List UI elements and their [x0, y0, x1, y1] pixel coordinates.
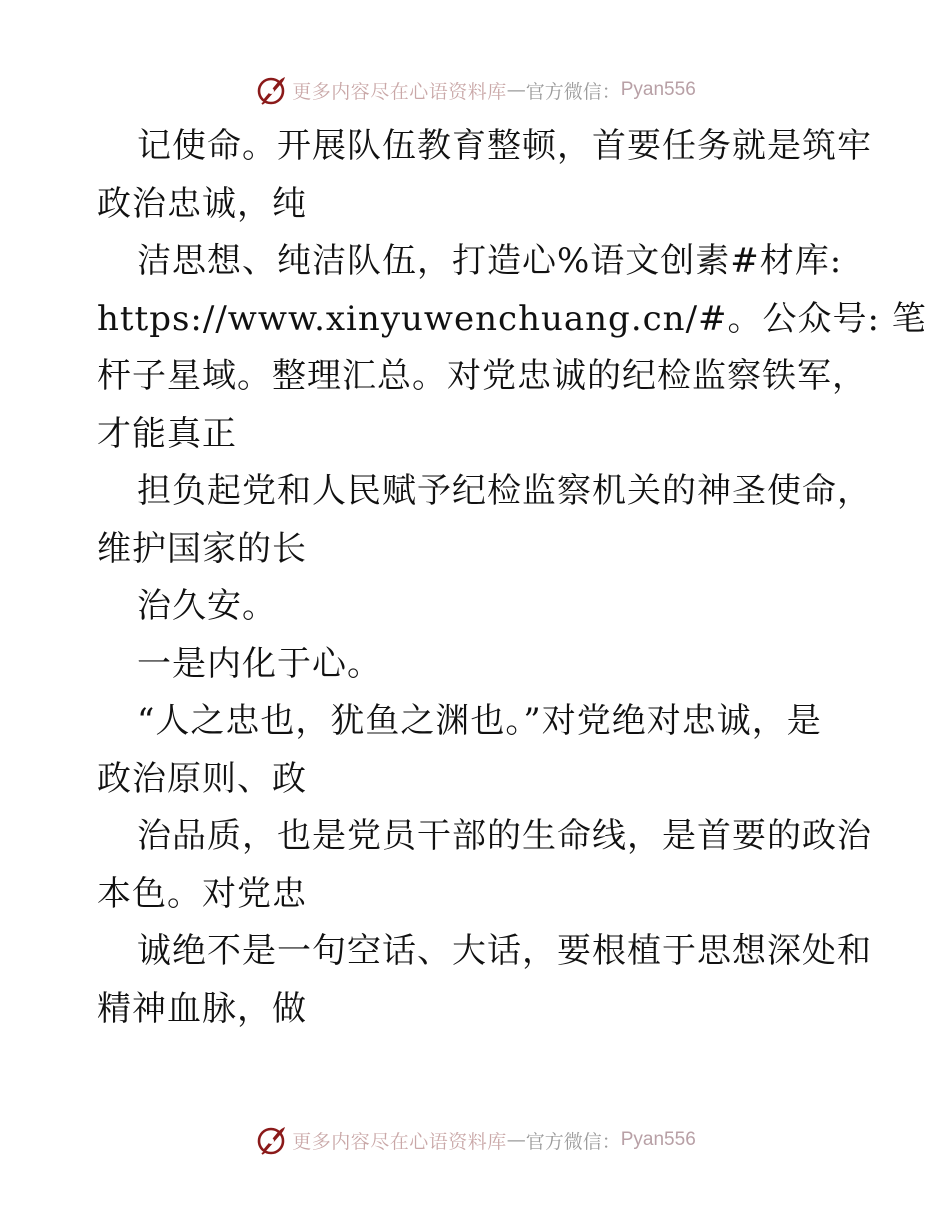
text-line: 一是内化于心。 — [137, 643, 382, 684]
text-line: 记使命。开展队伍教育整顿，首要任务就是筑牢 — [137, 126, 872, 166]
text-line: 洁思想、纯洁队伍，打造心%语文创素#材库: — [137, 241, 843, 281]
text-line: 政治忠诚，纯 — [97, 183, 307, 224]
text-line: https://www.xinyuwenchuang.cn/#。公众号: 笔 — [97, 298, 927, 339]
text-line: 杆子星域。整理汇总。对党忠诚的纪检监察铁军， — [97, 356, 867, 396]
watermark-wechat-id: Pyan556 — [620, 1129, 696, 1150]
watermark-wechat-id: Pyan556 — [620, 79, 696, 100]
watermark-text: 更多内容尽在心语资料库 — [292, 1130, 507, 1153]
text-line: 政治原则、政 — [97, 758, 307, 799]
watermark-official-label: 官方微信： — [525, 1130, 621, 1153]
body-text — [97, 118, 927, 1038]
text-line: 维护国家的长 — [97, 528, 307, 569]
watermark-dash: — — [506, 79, 526, 101]
watermark-text: 更多内容尽在心语资料库 — [292, 80, 507, 103]
watermark-official-label: 官方微信： — [525, 80, 621, 103]
text-line: 精神血脉，做 — [97, 988, 307, 1029]
text-line: 治久安。 — [137, 586, 277, 626]
text-line: 本色。对党忠 — [97, 873, 307, 914]
text-line: 治品质，也是党员干部的生命线，是首要的政治 — [137, 816, 872, 856]
header-watermark — [0, 70, 950, 110]
text-line: 才能真正 — [97, 413, 237, 454]
quill-pen-logo-icon — [254, 1123, 288, 1157]
text-line: 诚绝不是一句空话、大话，要根植于思想深处和 — [137, 931, 872, 971]
watermark-dash: — — [506, 1129, 526, 1151]
footer-watermark — [0, 1120, 950, 1160]
quill-pen-logo-icon — [254, 73, 288, 107]
text-line: 担负起党和人民赋予纪检监察机关的神圣使命， — [137, 471, 872, 511]
text-line: “人之忠也，犹鱼之渊也。”对党绝对忠诚，是 — [137, 701, 822, 741]
